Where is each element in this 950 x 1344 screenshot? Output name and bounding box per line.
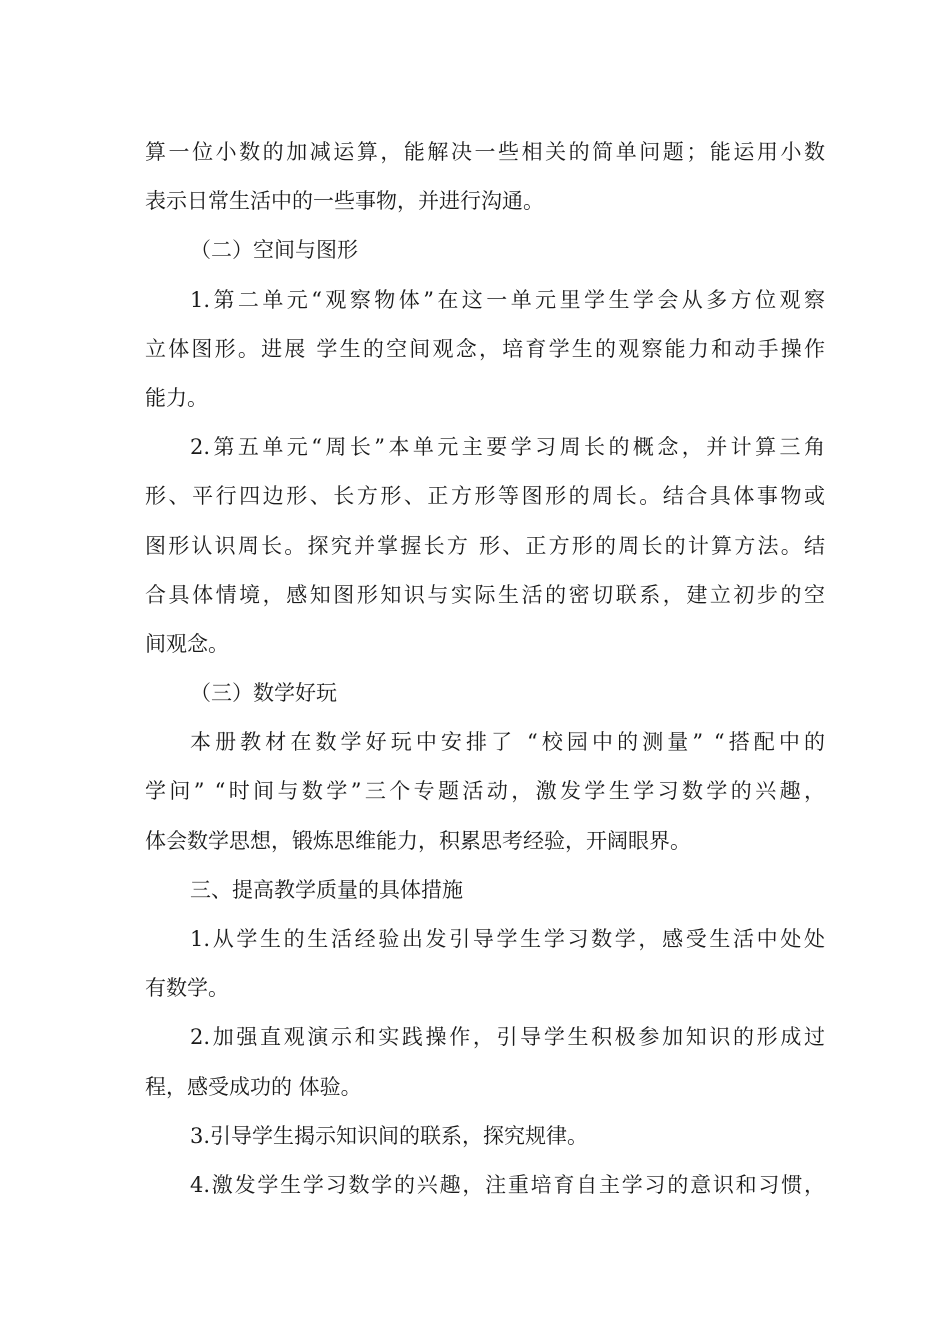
text-line-1: 算一位小数的加减运算，能解决一些相关的简单问题；能运用小数 (145, 140, 825, 164)
document-body (145, 128, 825, 1210)
section-heading-measures: 三、提高教学质量的具体措施 (190, 877, 463, 902)
section-heading-space-and-shape: （二）空间与图形 (190, 238, 358, 263)
text-line-15: 体会数学思想，锻炼思维能力，积累思考经验，开阔眼界。 (145, 828, 691, 853)
text-line-21: 3.引导学生揭示知识间的联系，探究规律。 (190, 1123, 589, 1148)
text-line-18: 有数学。 (145, 976, 229, 1001)
text-line-7: 2.第五单元“周长”本单元主要学习周长的概念，并计算三角 (190, 435, 825, 460)
text-line-13: 本册教材在数学好玩中安排了 “校园中的测量” “搭配中的 (190, 730, 825, 755)
text-line-2: 表示日常生活中的一些事物，并进行沟通。 (145, 189, 544, 214)
text-line-8: 形、平行四边形、长方形、正方形等图形的周长。结合具体事物或 (145, 484, 825, 509)
text-line-5: 立体图形。进展 学生的空间观念，培育学生的观察能力和动手操作 (145, 336, 825, 361)
text-line-6: 能力。 (145, 385, 208, 410)
text-line-17: 1.从学生的生活经验出发引导学生学习数学，感受生活中处处 (190, 927, 825, 951)
text-line-10: 合具体情境，感知图形知识与实际生活的密切联系，建立初步的空 (145, 582, 825, 607)
text-line-20: 程，感受成功的 体验。 (145, 1074, 362, 1099)
text-line-14: 学问” “时间与数学”三个专题活动，激发学生学习数学的兴趣， (145, 779, 825, 804)
text-line-4: 1.第二单元“观察物体”在这一单元里学生学会从多方位观察 (190, 287, 825, 312)
section-heading-math-fun: （三）数学好玩 (190, 681, 337, 706)
text-line-22: 4.激发学生学习数学的兴趣，注重培育自主学习的意识和习惯， (190, 1172, 825, 1197)
text-line-19: 2.加强直观演示和实践操作，引导学生积极参加知识的形成过 (190, 1025, 825, 1050)
text-line-9: 图形认识周长。探究并掌握长方 形、正方形的周长的计算方法。结 (145, 533, 825, 558)
text-line-11: 间观念。 (145, 631, 229, 656)
